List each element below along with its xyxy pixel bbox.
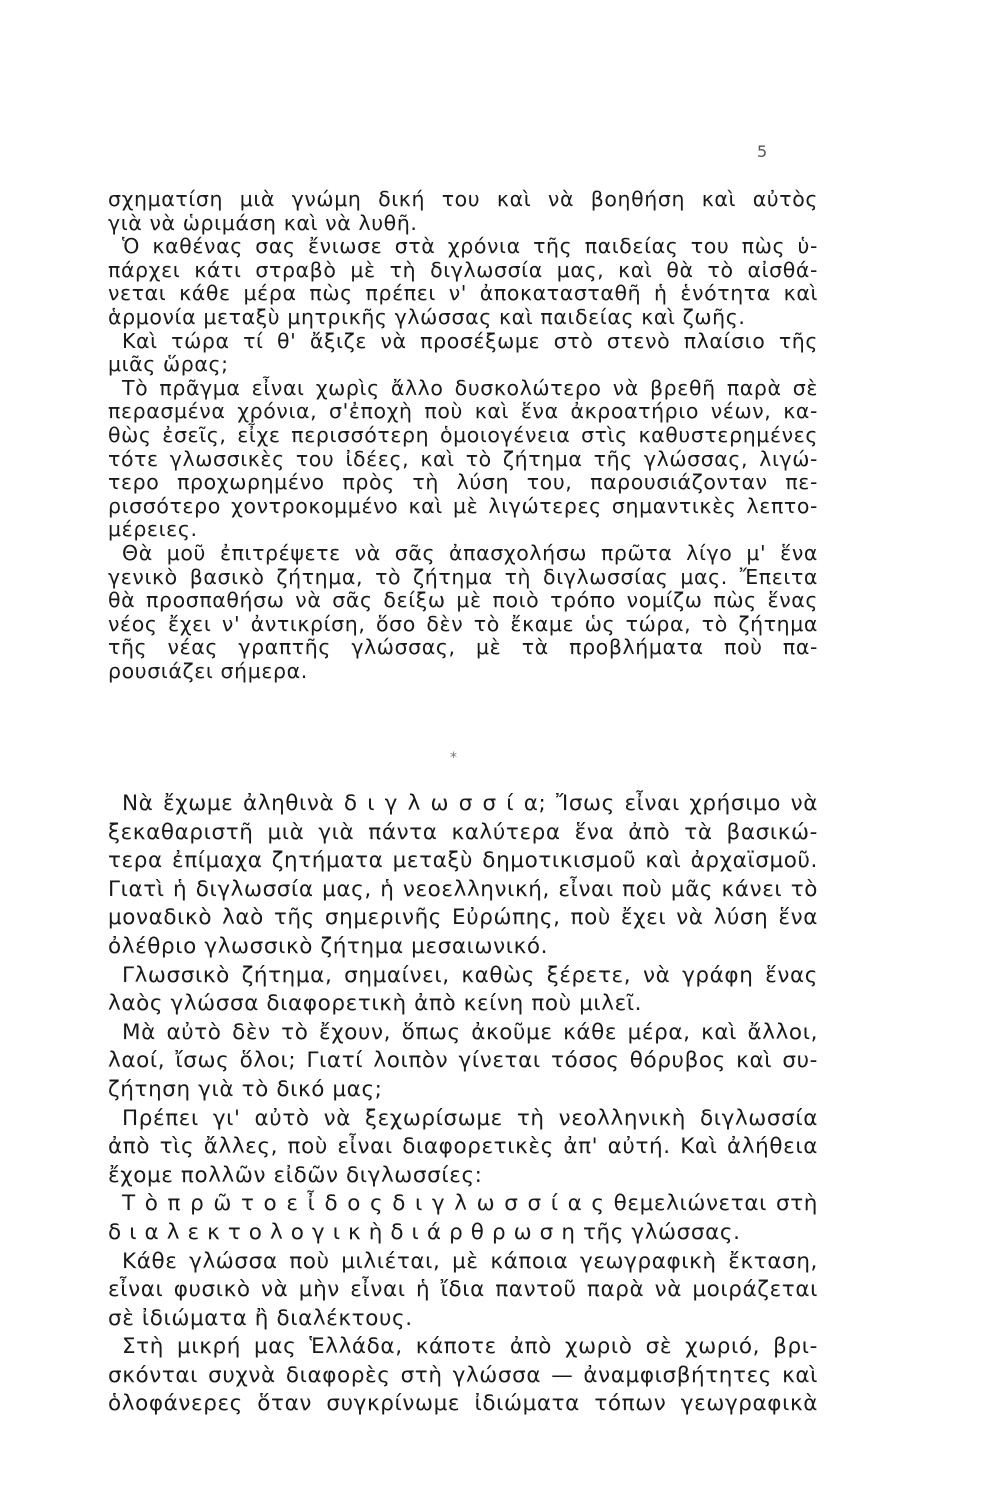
text-line: γενικὸ βασικὸ ζήτημα, τὸ ζήτημα τὴ διγλωσσίας μας. Ἔπειτα bbox=[108, 564, 818, 589]
text-line: τερα ἐπίμαχα ζητήματα μεταξὺ δημοτικισμοῦ καὶ ἀρχαϊσμοῦ. bbox=[108, 848, 818, 874]
page-number: 5 bbox=[757, 142, 768, 161]
text-line: πάρχει κάτι στραβὸ μὲ τὴ διγλωσσία μας, καὶ θὰ τὸ αἰσθά- bbox=[108, 257, 818, 282]
text-line: σχηματίση μιὰ γνώμη δική του καὶ νὰ βοηθήση καὶ αὐτὸς bbox=[108, 187, 818, 211]
text-line: ξεκαθαριστῆ μιὰ γιὰ πάντα καλύτερα ἕνα ἀπὸ τὰ βασικώ- bbox=[108, 819, 818, 845]
text-line: Τὸ πρᾶγμα εἶναι χωρὶς ἄλλο δυσκολώτερο νὰ βρεθῆ παρὰ σὲ bbox=[122, 375, 818, 400]
text-line: τότε γλωσσικὲς του ἰδέες, καὶ τὸ ζήτημα τῆς γλώσσας, λιγώ- bbox=[108, 446, 818, 471]
text-line: Στὴ μικρή μας Ἑλλάδα, κάποτε ἀπὸ χωριὸ σὲ χωριό, βρι- bbox=[122, 1334, 818, 1360]
text-line: νεται κάθε μέρα πὼς πρέπει ν' ἀποκατασταθῆ ἡ ἑνότητα καὶ bbox=[108, 281, 818, 306]
text-line: ρουσιάζει σήμερα. bbox=[108, 658, 308, 683]
text-line: Γιατὶ ἡ διγλωσσία μας, ἡ νεοελληνική, εἶναι ποὺ μᾶς κάνει τὸ bbox=[108, 876, 818, 902]
text-line: Πρέπει γι' αὐτὸ νὰ ξεχωρίσωμε τὴ νεολληνικὴ διγλωσσία bbox=[122, 1105, 818, 1131]
text-line: Θὰ μοῦ ἐπιτρέψετε νὰ σᾶς ἀπασχολήσω πρῶτα λίγο μ' ἕνα bbox=[122, 540, 818, 565]
text-line: δ ι α λ ε κ τ ο λ ο γ ι κ ὴ δ ι ά ρ θ ρ ω σ η τῆς γλώσσας. bbox=[108, 1219, 741, 1245]
text-line: Κάθε γλώσσα ποὺ μιλιέται, μὲ κάποια γεωγραφικὴ ἔκταση, bbox=[122, 1248, 818, 1274]
text-line: ἀπὸ τὶς ἄλλες, ποὺ εἶναι διαφορετικὲς ἀπ' αὐτή. Καὶ ἀλήθεια bbox=[108, 1134, 818, 1160]
text-line: μιᾶς ὥρας; bbox=[108, 352, 229, 377]
text-line: Νὰ ἔχωμε ἀληθινὰ δ ι γ λ ω σ σ ί α; Ἴσως εἶναι χρήσιμο νὰ bbox=[122, 791, 818, 816]
text-line: σὲ ἰδιώματα ἢ διαλέκτους. bbox=[108, 1305, 413, 1331]
text-line: θὰ προσπαθήσω νὰ σᾶς δείξω μὲ ποιὸ τρόπο νομίζω πὼς ἕνας bbox=[108, 588, 818, 613]
text-line: περασμένα χρόνια, σ'ἐποχὴ ποὺ καὶ ἕνα ἀκροατήριο νέων, κα- bbox=[108, 399, 818, 424]
body-text-block-1 bbox=[108, 188, 818, 683]
body-text-block-2 bbox=[108, 790, 818, 1419]
text-line: εἶναι φυσικὸ νὰ μὴν εἶναι ἡ ἴδια παντοῦ παρὰ νὰ μοιράζεται bbox=[108, 1277, 818, 1303]
text-line: μέρειες. bbox=[108, 517, 198, 542]
text-line: λαοί, ἴσως ὅλοι; Γιατί λοιπὸν γίνεται τόσος θόρυβος καὶ συ- bbox=[108, 1048, 818, 1074]
text-line: μοναδικὸ λαὸ τῆς σημερινῆς Εὐρώπης, ποὺ ἔχει νὰ λύση ἕνα bbox=[108, 905, 818, 931]
section-divider-asterisk: * bbox=[450, 750, 457, 766]
text-line: τερο προχωρημένο πρὸς τὴ λύση του, παρουσιάζονταν πε- bbox=[108, 470, 818, 495]
text-line: Ὁ καθένας σας ἔνιωσε στὰ χρόνια τῆς παιδείας του πὼς ὑ- bbox=[122, 234, 818, 259]
text-line: σκόνται συχνὰ διαφορὲς στὴ γλώσσα — ἀναμφισβήτητες καὶ bbox=[108, 1362, 818, 1388]
text-line: ρισσότερο χοντροκομμένο καὶ μὲ λιγώτερες σημαντικὲς λεπτο- bbox=[108, 493, 818, 518]
text-line: Μὰ αὐτὸ δὲν τὸ ἔχουν, ὅπως ἀκοῦμε κάθε μέρα, καὶ ἄλλοι, bbox=[122, 1019, 818, 1045]
text-line: ζήτηση γιὰ τὸ δικό μας; bbox=[108, 1076, 383, 1102]
text-line: Καὶ τώρα τί θ' ἄξιζε νὰ προσέξωμε στὸ στενὸ πλαίσιο τῆς bbox=[122, 328, 818, 353]
text-line: ὁλοφάνερες ὅταν συγκρίνωμε ἰδιώματα τόπων γεωγραφικὰ bbox=[108, 1391, 818, 1417]
text-line: γιὰ νὰ ὡριμάση καὶ νὰ λυθῆ. bbox=[108, 210, 418, 235]
text-line: Γλωσσικὸ ζήτημα, σημαίνει, καθὼς ξέρετε, νὰ γράφη ἕνας bbox=[122, 962, 818, 988]
text-line: ἁρμονία μεταξὺ μητρικῆς γλώσσας καὶ παιδείας καὶ ζωῆς. bbox=[108, 304, 746, 329]
text-line: Τ ὸ π ρ ῶ τ ο ε ἶ δ ο ς δ ι γ λ ω σ σ ί α ς θεμελιώνεται στὴ bbox=[122, 1191, 818, 1217]
text-line: τῆς νέας γραπτῆς γλώσσας, μὲ τὰ προβλήματα ποὺ πα- bbox=[108, 635, 818, 660]
text-line: νέος ἔχει ν' ἀντικρίση, ὅσο δὲν τὸ ἔκαμε ὡς τώρα, τὸ ζήτημα bbox=[108, 611, 818, 636]
text-line: θὼς ἐσεῖς, εἶχε περισσότερη ὁμοιογένεια στὶς καθυστερημένες bbox=[108, 422, 818, 447]
text-line: ἔχομε πολλῶν εἰδῶν διγλωσσίες: bbox=[108, 1162, 483, 1188]
text-line: ὀλέθριο γλωσσικὸ ζήτημα μεσαιωνικό. bbox=[108, 933, 549, 959]
text-line: λαὸς γλώσσα διαφορετικὴ ἀπὸ κείνη ποὺ μιλεῖ. bbox=[108, 991, 643, 1017]
